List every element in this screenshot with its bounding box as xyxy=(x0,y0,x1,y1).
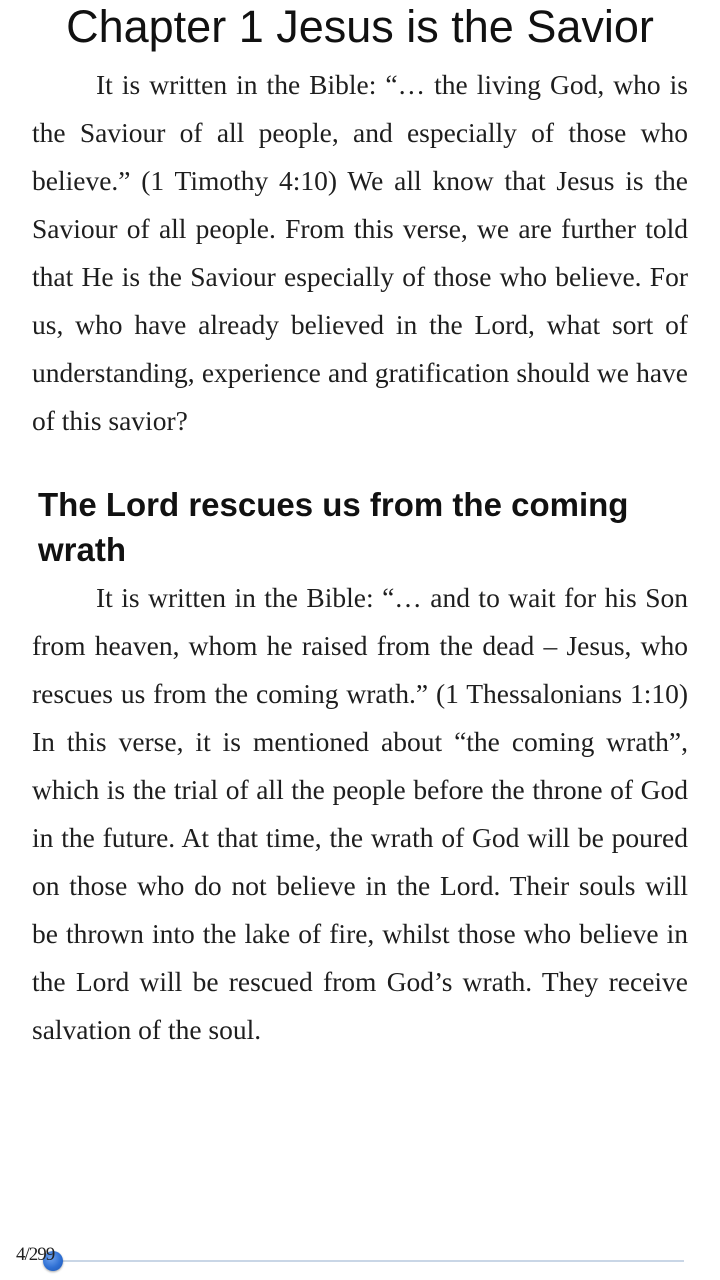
page-progress-slider[interactable] xyxy=(44,1260,684,1262)
chapter-title: Chapter 1 Jesus is the Savior xyxy=(66,1,654,52)
body-paragraph: It is written in the Bible: “… the living God, who is the Saviour of all people, and especially of those who believe.” (1 Timothy 4:10) We all know that Jesus is the Saviour of all people. From this verse, we are further told that He is the Saviour especially of those who believe. For us, who have already believed in the Lord, what sort of understanding, experience and gratification should we have of this savior? xyxy=(32,69,688,436)
page-indicator: 4/299 xyxy=(16,1244,55,1265)
body-paragraph: It is written in the Bible: “… and to wait for his Son from heaven, whom he raised from the dead – Jesus, who rescues us from the coming wrath.” (1 Thessalonians 1:10) In this verse, it is mentioned about “the coming wrath”, which is the trial of all the people before the throne of God in the future. At that time, the wrath of God will be poured on those who do not believe in the Lord. Their souls will be thrown into the lake of fire, whilst those who believe in the Lord will be rescued from God’s wrath. They receive salvation of the soul. xyxy=(32,582,688,1045)
section-heading: The Lord rescues us from the coming wrath xyxy=(38,486,629,568)
reader-footer xyxy=(0,1236,720,1280)
